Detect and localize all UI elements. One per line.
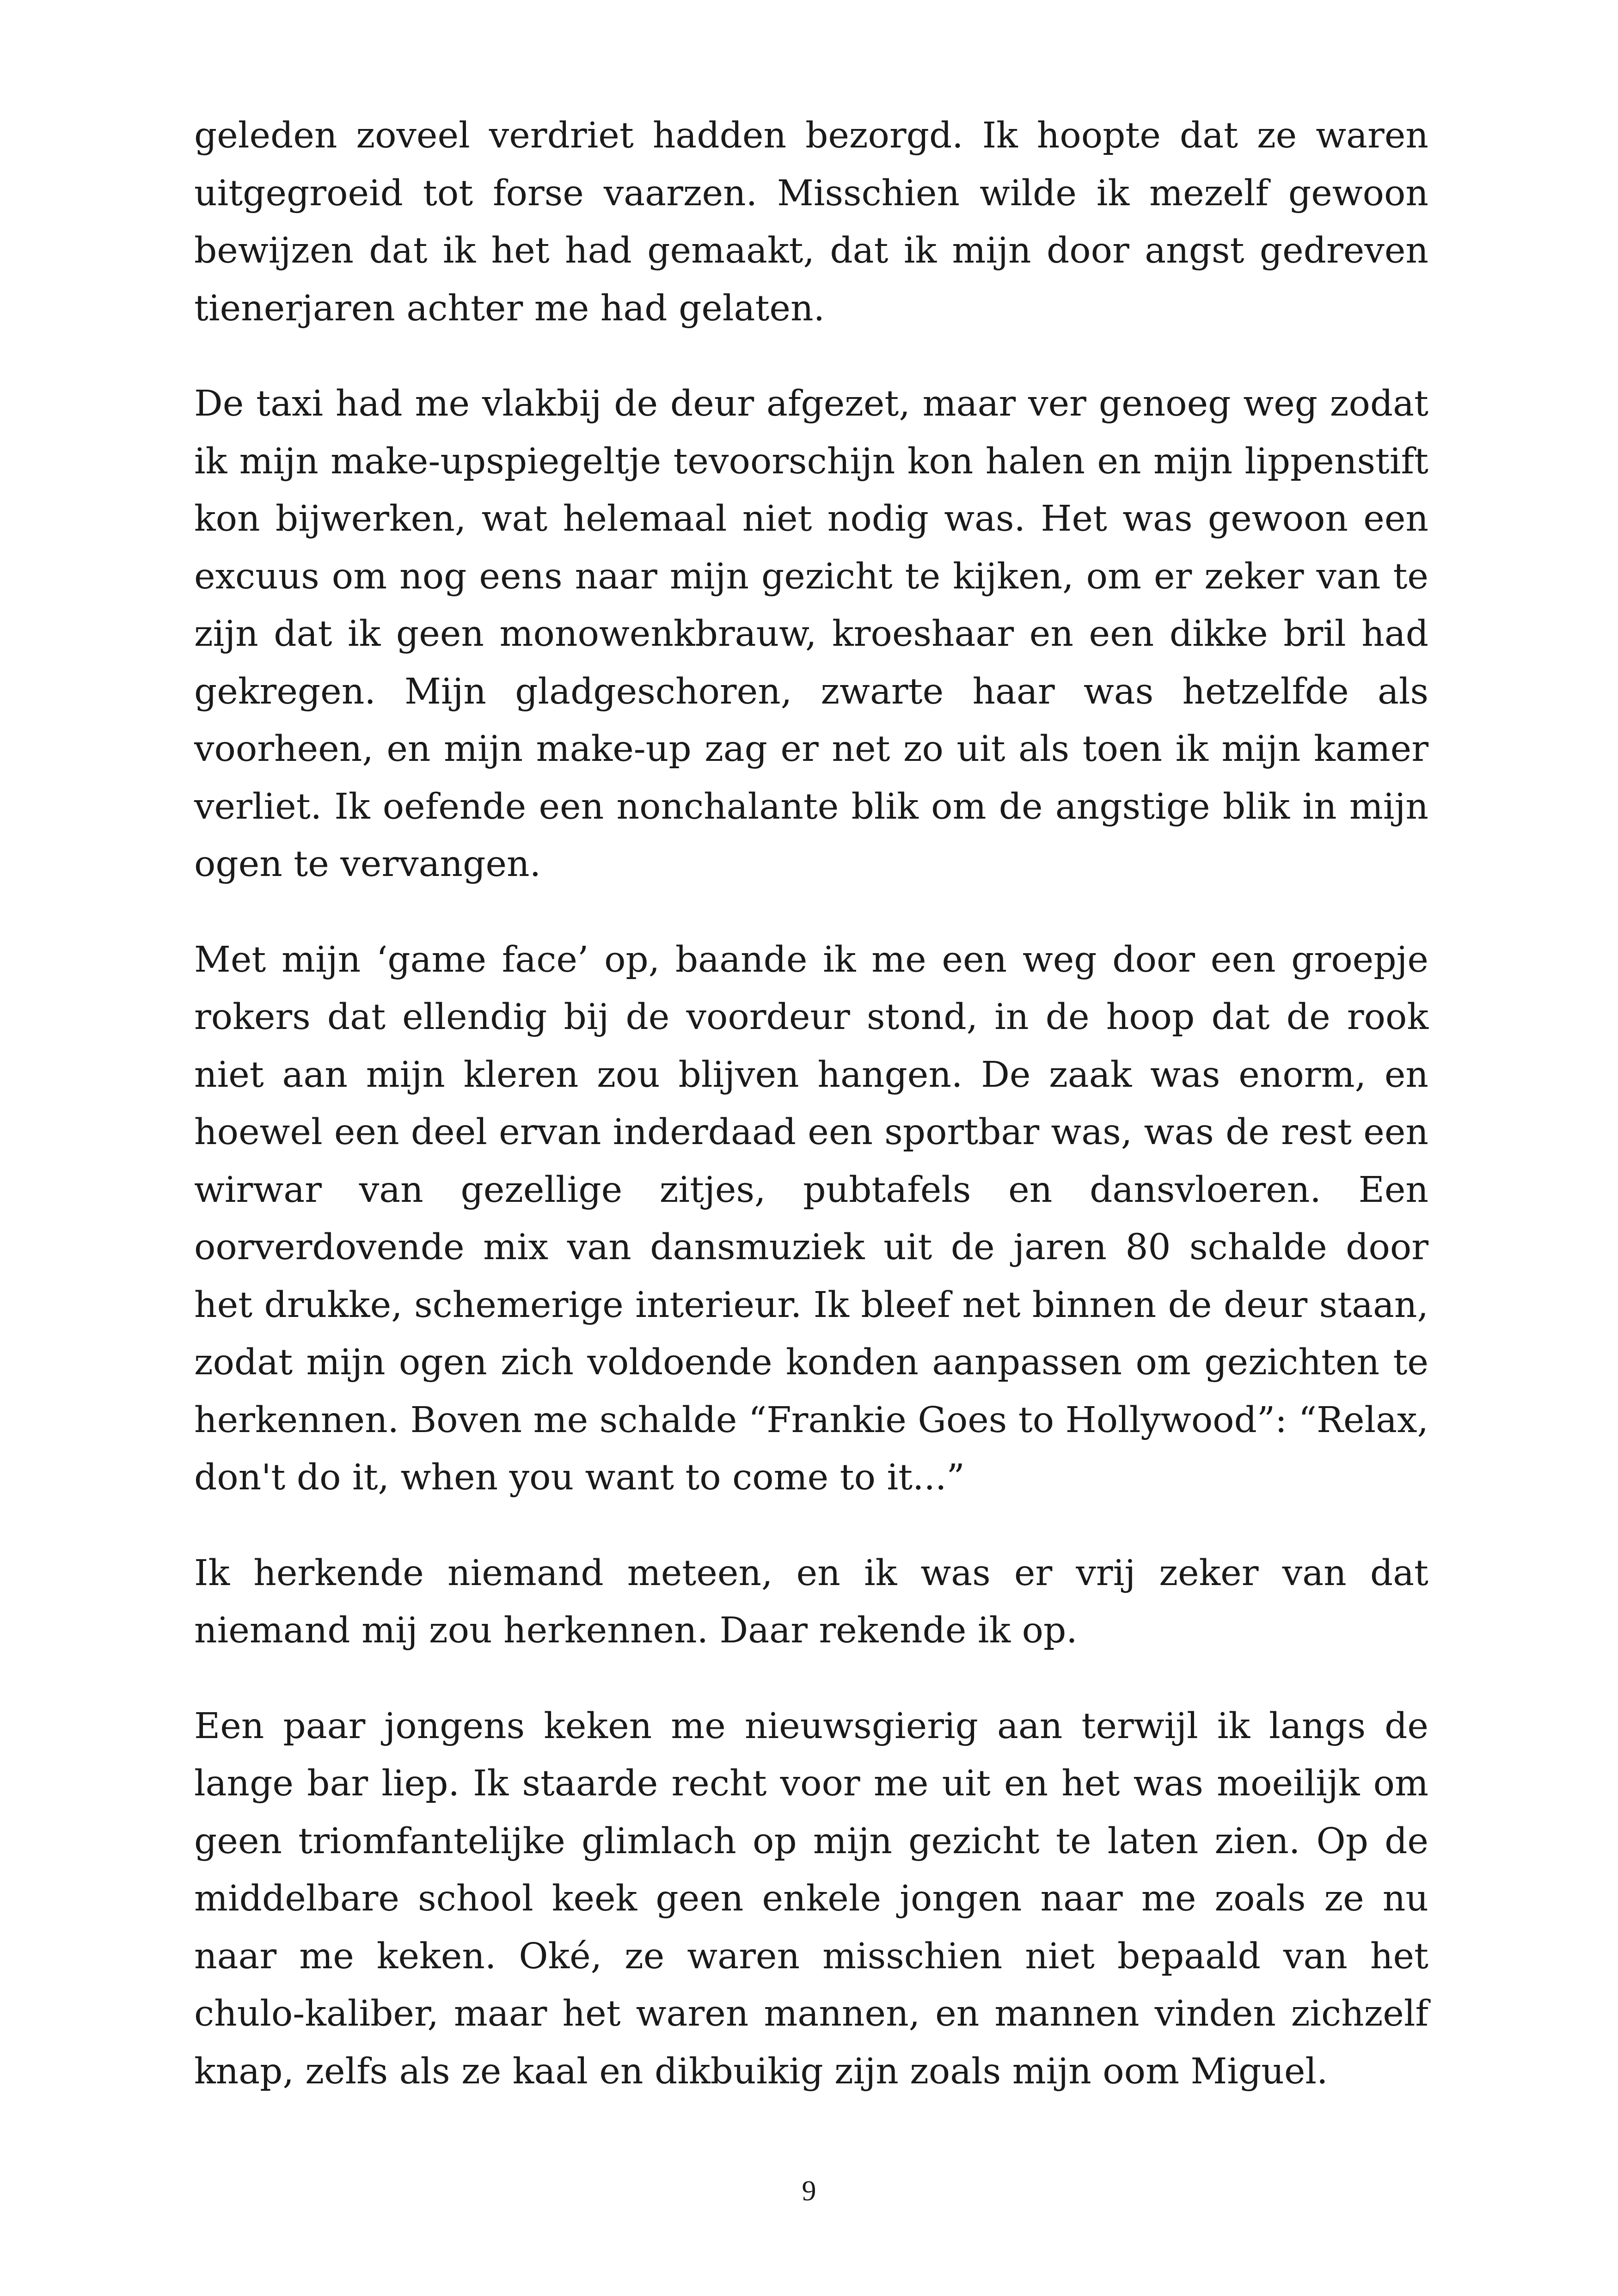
paragraph: Met mijn ‘game face’ op, baande ik me een weg door een groepje rokers dat ellendig bij de voordeur stond, in de hoop dat de rook niet aan mijn kleren zou blijven hangen. De zaak was enorm, en hoewel een deel ervan inderdaad een sportbar was, was de rest een wirwar van gezellige zitjes, pubtafels en dansvloeren. Een oorverdovende mix van dansmuziek uit de jaren 80 schalde door het drukke, schemerige interieur. Ik bleef net binnen de deur staan, zodat mijn ogen zich voldoende konden aanpassen om gezichten te herkennen. Boven me schalde “Frankie Goes to Hollywood”: “Relax, don't do it, when you want to come to it...” — [194, 939, 1428, 1498]
paragraph: Een paar jongens keken me nieuwsgierig aan terwijl ik langs de lange bar liep. Ik staarde recht voor me uit en het was moeilijk om geen triomfantelijke glimlach op mijn gezicht te laten zien. Op de middelbare school keek geen enkele jongen naar me zoals ze nu naar me keken. Oké, ze waren misschien niet bepaald van het chulo-kaliber, maar het waren mannen, en mannen vinden zichzelf knap, zelfs als ze kaal en dikbuikig zijn zoals mijn oom Miguel. — [194, 1705, 1428, 2092]
page-number: 9 — [802, 2175, 816, 2207]
paragraph: geleden zoveel verdriet hadden bezorgd. Ik hoopte dat ze waren uitgegroeid tot forse vaarzen. Misschien wilde ik mezelf gewoon bewijzen dat ik het had gemaakt, dat ik mijn door angst gedreven tienerjaren achter me had gelaten. — [194, 115, 1428, 329]
paragraph: Ik herkende niemand meteen, en ik was er vrij zeker van dat niemand mij zou herkennen. Daar rekende ik op. — [194, 1552, 1428, 1651]
body-text — [194, 107, 1428, 2138]
paragraph: De taxi had me vlakbij de deur afgezet, maar ver genoeg weg zodat ik mijn make-upspiegeltje tevoorschijn kon halen en mijn lippenstift kon bijwerken, wat helemaal niet nodig was. Het was gewoon een excuus om nog eens naar mijn gezicht te kijken, om er zeker van te zijn dat ik geen monowenkbrauw, kroeshaar en een dikke bril had gekregen. Mijn gladgeschoren, zwarte haar was hetzelfde als voorheen, en mijn make-up zag er net zo uit als toen ik mijn kamer verliet. Ik oefende een nonchalante blik om de angstige blik in mijn ogen te vervangen. — [194, 383, 1428, 885]
